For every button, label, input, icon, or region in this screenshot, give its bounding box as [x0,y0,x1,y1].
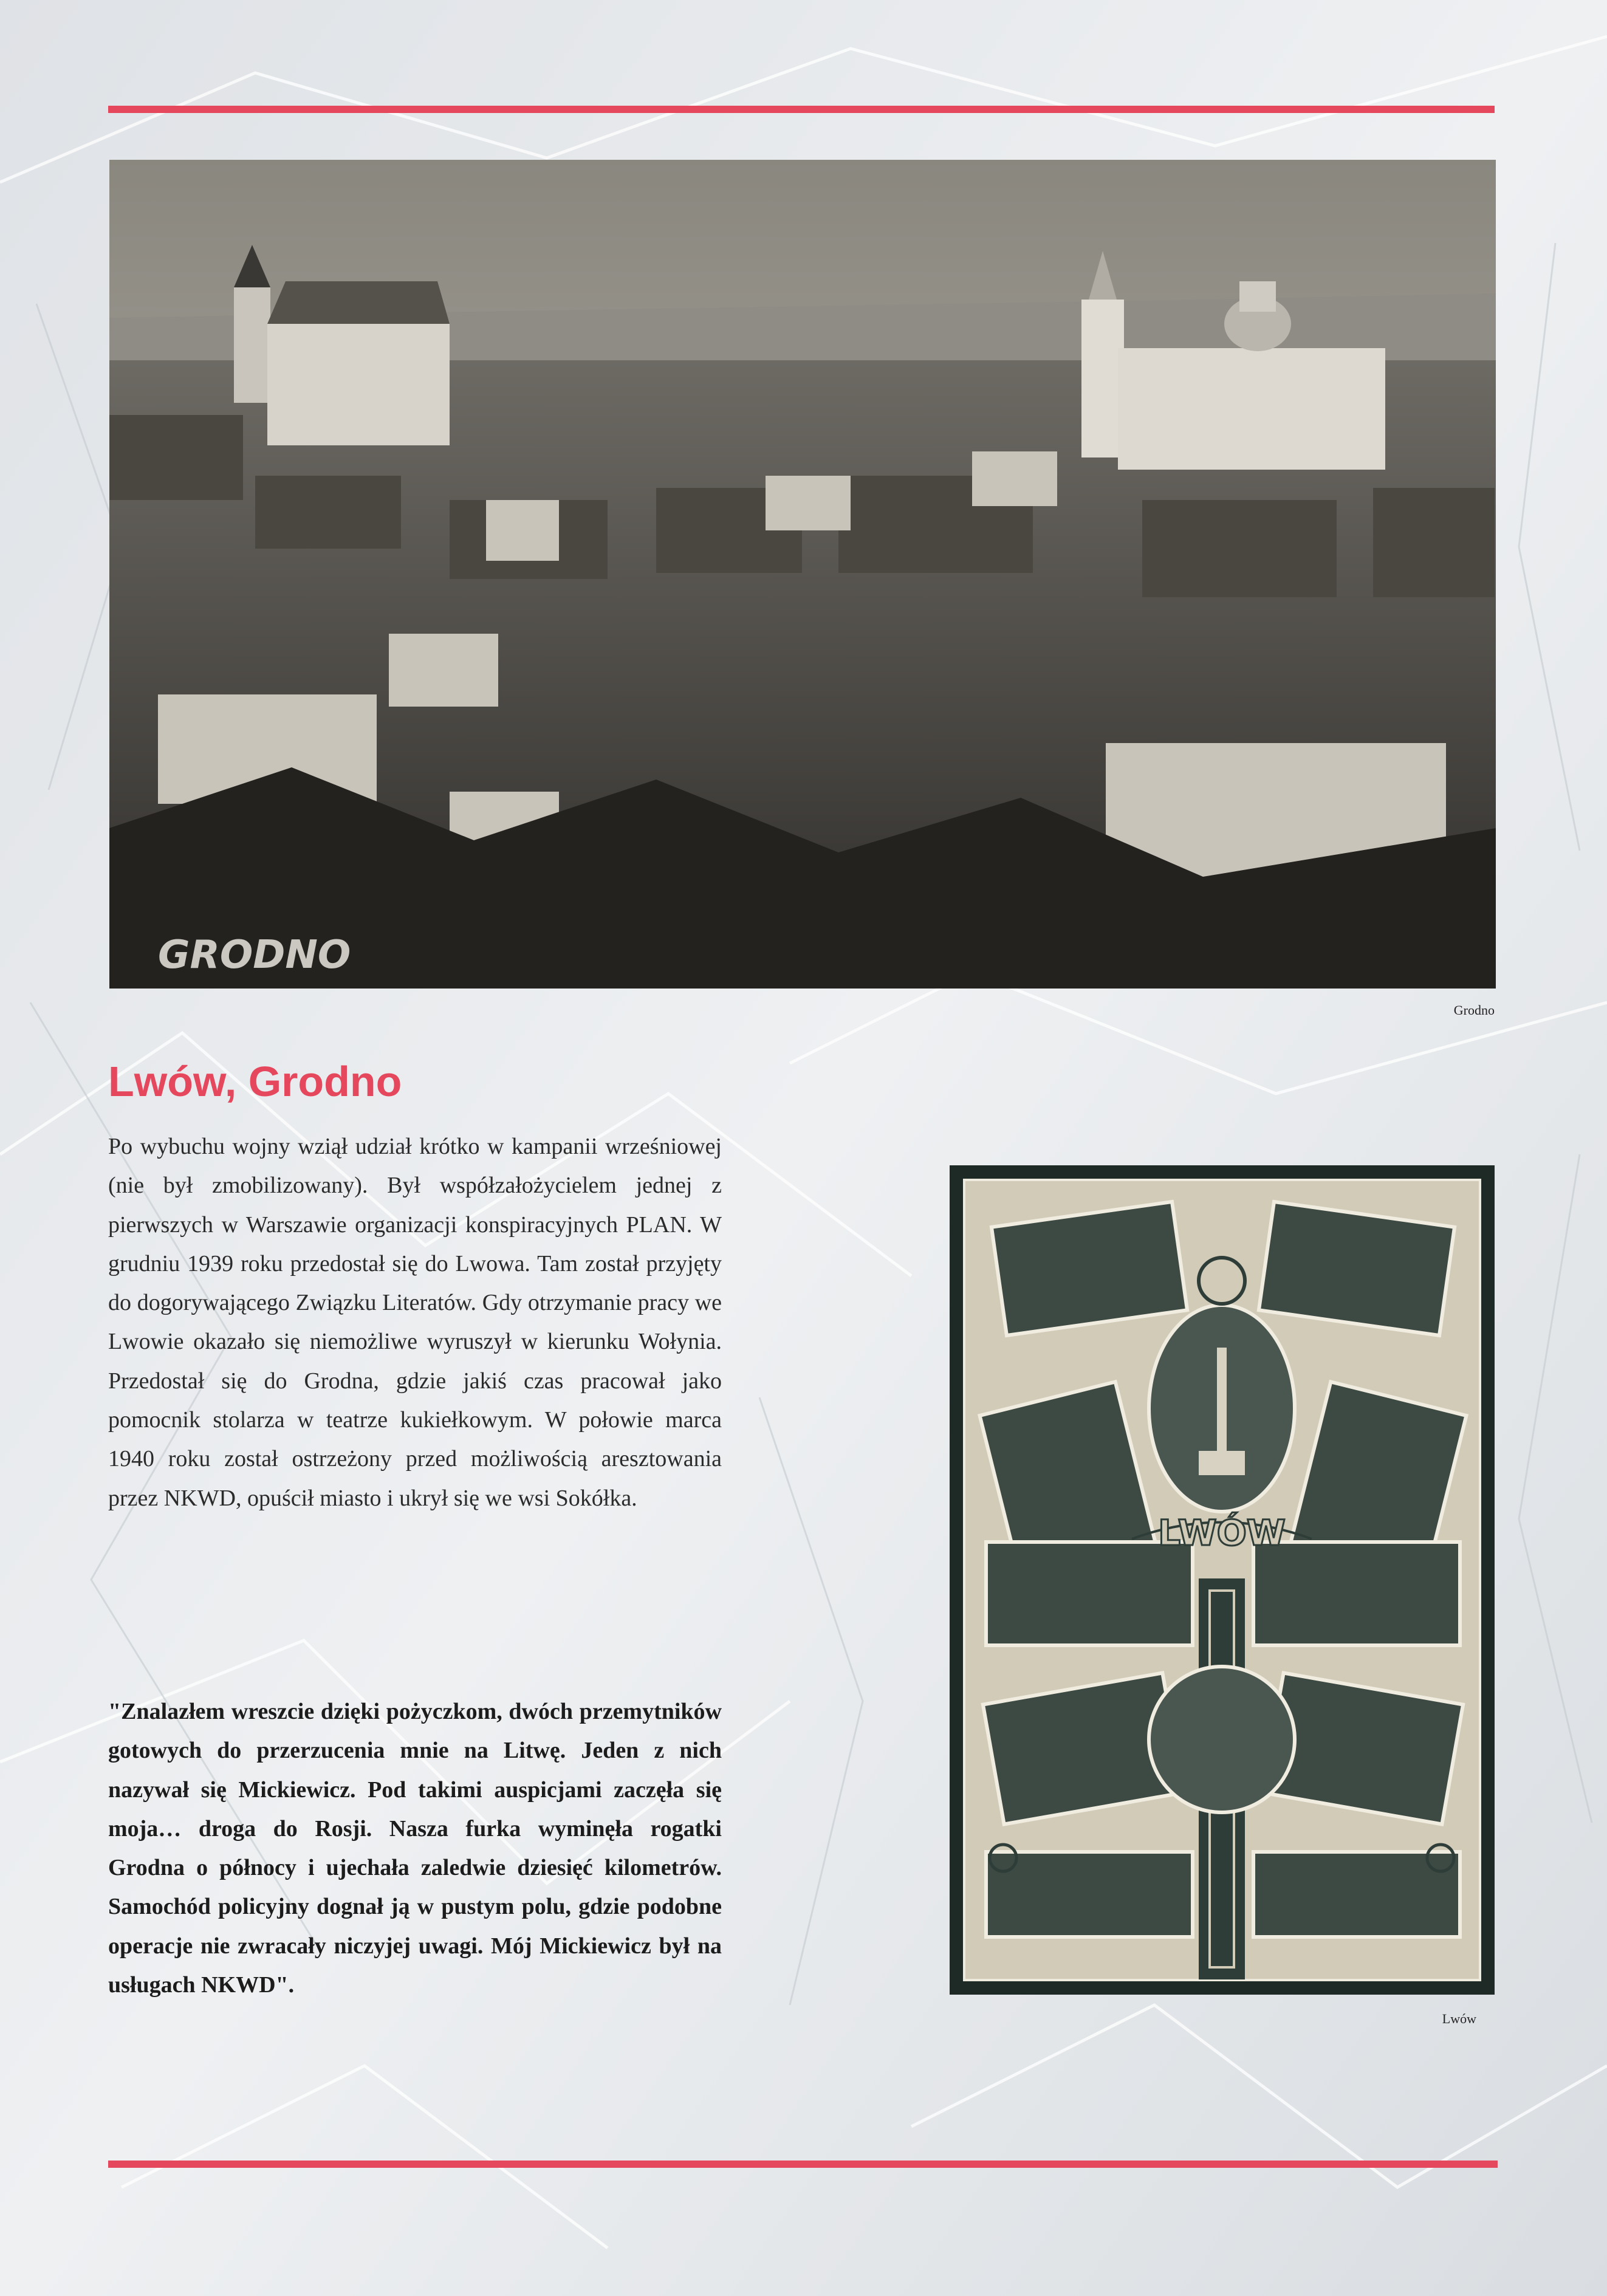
section-heading: Lwów, Grodno [108,1058,402,1105]
biography-paragraph: Po wybuchu wojny wziął udział krótko w kampanii wrześniowej (nie był zmobilizowany). Był współzałożycielem jednej z pierwszych w Warszawie organizacji konspiracyjnych PLAN. W grudniu 1939 roku przedostał się do Lwowa. Tam został przyjęty do dogorywającego Związku Literatów. Gdy otrzymanie pracy we Lwowie okazało się niemożliwe wyruszył w kierunku Wołynia. Przedostał się do Grodna, gdzie jakiś czas pracował jako pomocnik stolarza w teatrze kukiełkowym. W połowie marca 1940 roku został ostrzeżony przed możliwością aresztowania przez NKWD, opuścił miasto i ukrył się we wsi Sokółka. [108,1134,722,1511]
grodno-caption: Grodno [1453,1002,1495,1018]
lwow-caption: Lwów [1442,2011,1476,2026]
grodno-overlay-text: GRODNO [158,933,351,978]
lwow-overlay-text: LWÓW [1158,1512,1286,1554]
grodno-photo [109,160,1496,989]
bottom-divider [108,2161,1498,2168]
memoir-quote: "Znalazłem wreszcie dzięki pożyczkom, dwóch przemytników gotowych do przerzucenia mnie na Litwę. Jeden z nich nazywał się Mickiewicz. Pod takimi auspicjami zaczęła się moja… droga do Rosji. Nasza furka wyminęła rogatki Grodna o północy i ujechała zaledwie dziesięć kilometrów. Samochód policyjny dognał ją w pustym polu, gdzie podobne operacje nie zwracały niczyjej uwagi. Mój Mickiewicz był na usługach NKWD". [108,1699,722,1998]
lwow-postcard [950,1165,1495,1995]
top-divider [108,106,1495,113]
